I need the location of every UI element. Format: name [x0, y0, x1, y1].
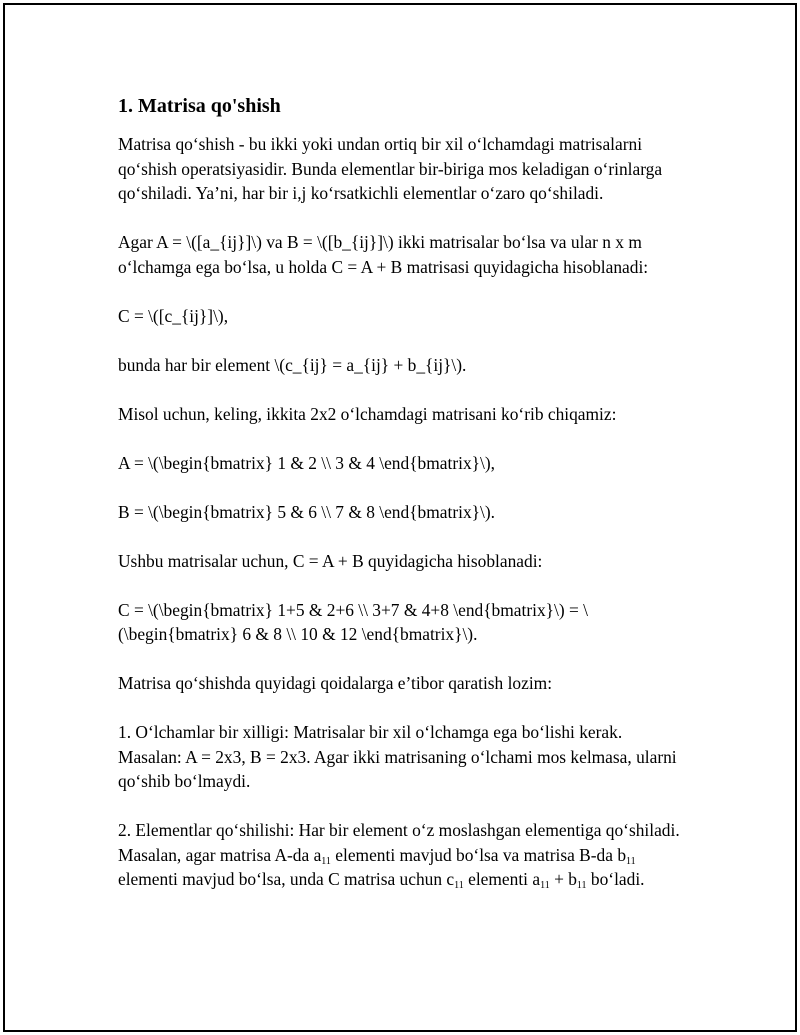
subscript-b11-second: 11 [576, 880, 587, 891]
paragraph-rule-2 [118, 818, 688, 892]
paragraph-rules-intro: Matrisa qo‘shishda quyidagi qoidalarga e’tibor qaratish lozim: [118, 673, 553, 693]
rule2-text-1: 2. Elementlar qo‘shilishi: Har bir element o‘z moslashgan elementiga qo‘shiladi. Masalan, agar matrisa A-da a [118, 820, 680, 865]
rule2-text-2: elementi mavjud bo‘lsa va matrisa B-da b [330, 844, 627, 865]
subscript-a11-second: 11 [540, 880, 550, 891]
subscript-c11: 11 [454, 880, 464, 891]
paragraph-definition: Matrisa qo‘shish - bu ikki yoki undan ortiq bir xil o‘lchamdagi matrisalarni qo‘shish operatsiyasidir. Bunda elementlar bir-biriga mos keladigan o‘rinlarga qo‘shiladi. Ya’ni, har bir i,j ko‘rsatkichli elementlar o‘zaro qo‘shiladi. [118, 134, 663, 203]
rule2-text-4: elementi a [463, 869, 541, 889]
paragraph-condition: Agar A = \([a_{ij}]\) va B = \([b_{ij}]\) ikki matrisalar bo‘lsa va ular n x m o‘lchamga ega bo‘lsa, u holda C = A + B matrisasi quyidagicha hisoblanadi: [118, 232, 649, 277]
paragraph-element-rule: bunda har bir element \(c_{ij} = a_{ij} + b_{ij}\). [118, 354, 467, 375]
paragraph-matrix-a: A = \(\begin{bmatrix} 1 & 2 \\ 3 & 4 \end{bmatrix}\), [118, 452, 495, 473]
subscript-a11: 11 [321, 855, 331, 867]
rule2-text-3: elementi mavjud bo‘lsa, unda C matrisa uchun c [118, 869, 455, 889]
paragraph-c-formula: C = \([c_{ij}]\), [118, 305, 229, 326]
paragraph-matrix-b: B = \(\begin{bmatrix} 5 & 6 \\ 7 & 8 \end{bmatrix}\). [118, 501, 495, 522]
rule2-text-5: + b [549, 869, 577, 889]
section-title: 1. Matrisa qo'shish [118, 95, 281, 117]
subscript-b11: 11 [626, 855, 636, 867]
paragraph-example-intro: Misol uchun, keling, ikkita 2x2 o‘lchamdagi matrisani ko‘rib chiqamiz: [118, 403, 617, 424]
document-body [118, 93, 688, 916]
rule2-text-6: bo‘ladi. [586, 869, 645, 889]
paragraph-rule-1: 1. O‘lchamlar bir xilligi: Matrisalar bir xil o‘lchamga ega bo‘lishi kerak. Masalan: A = 2x3, B = 2x3. Agar ikki matrisaning o‘lchami mos kelmasa, ularni qo‘shib bo‘lmaydi. [118, 722, 677, 791]
paragraph-sum-result: C = \(\begin{bmatrix} 1+5 & 2+6 \\ 3+7 & 4+8 \end{bmatrix}\) = \(\begin{bmatrix} 6 & 8 \\ 10 & 12 \end{bmatrix}\). [118, 599, 588, 644]
paragraph-sum-intro: Ushbu matrisalar uchun, C = A + B quyidagicha hisoblanadi: [118, 550, 543, 571]
